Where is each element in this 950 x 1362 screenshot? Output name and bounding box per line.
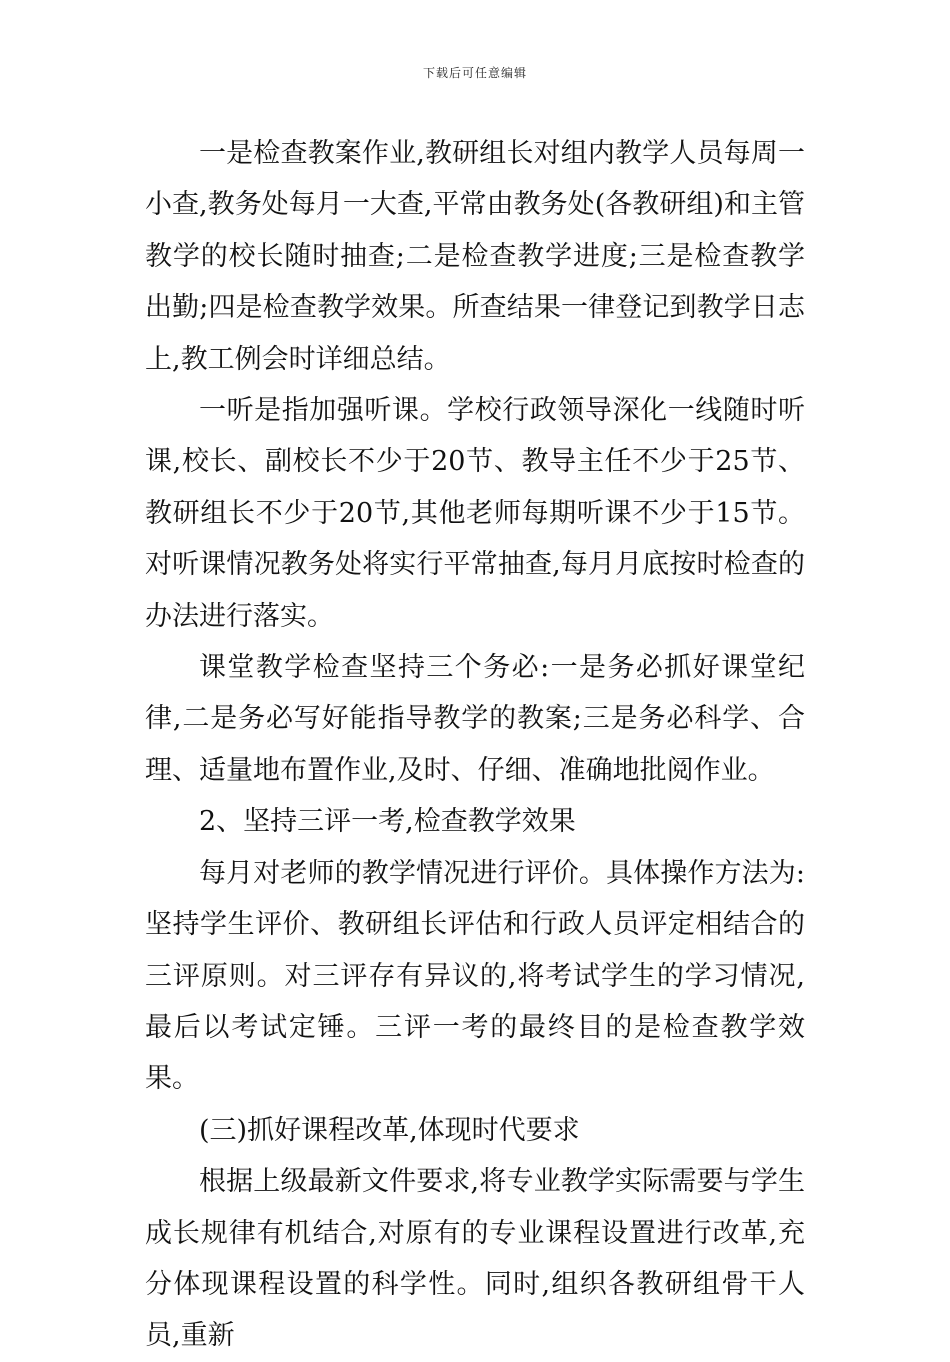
section-heading-curriculum-reform: (三)抓好课程改革,体现时代要求 [199, 1114, 580, 1146]
page-header: 下载后可任意编辑 [422, 66, 527, 80]
section-heading-evaluation: 2、坚持三评一考,检查教学效果 [199, 806, 576, 838]
paragraph-curriculum-reform: 根据上级最新文件要求,将专业教学实际需要与学生成长规律有机结合,对原有的专业课程设置进行改革,充分体现课程设置的科学性。同时,组织各教研组骨干人员,重新 [145, 1166, 805, 1352]
paragraph-classroom-requirements: 课堂教学检查坚持三个务必:一是务必抓好课堂纪律,二是务必写好能指导教学的教案;三是务必科学、合理、适量地布置作业,及时、仔细、准确地批阅作业。 [145, 652, 805, 786]
document-body [145, 128, 805, 1362]
paragraph-evaluation-method: 每月对老师的教学情况进行评价。具体操作方法为:坚持学生评价、教研组长评估和行政人员评定相结合的三评原则。对三评存有异议的,将考试学生的学习情况,最后以考试定锤。三评一考的最终目的是检查教学效果。 [145, 857, 805, 1095]
paragraph-lesson-observation: 一听是指加强听课。学校行政领导深化一线随时听课,校长、副校长不少于20节、教导主任不少于25节、教研组长不少于20节,其他老师每期听课不少于15节。对听课情况教务处将实行平常抽查,每月月底按时检查的办法进行落实。 [145, 395, 805, 632]
paragraph-inspection-items: 一是检查教案作业,教研组长对组内教学人员每周一小查,教务处每月一大查,平常由教务处(各教研组)和主管教学的校长随时抽查;二是检查教学进度;三是检查教学出勤;四是检查教学效果。所查结果一律登记到教学日志上,教工例会时详细总结。 [145, 138, 805, 375]
